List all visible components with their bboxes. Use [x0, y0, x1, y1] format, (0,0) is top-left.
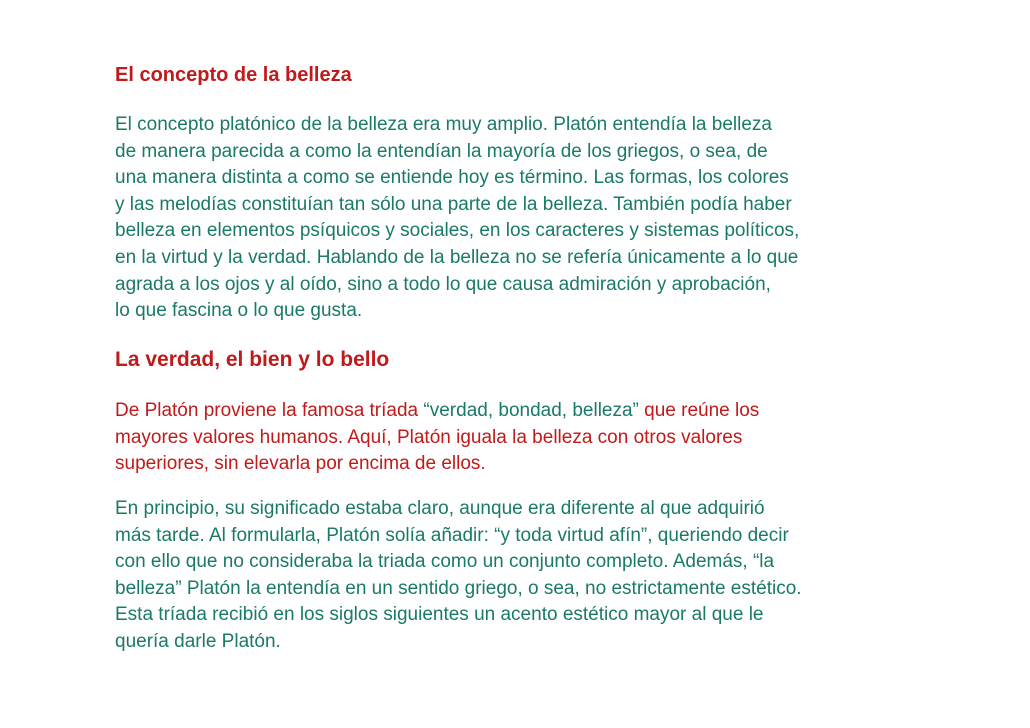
quote-fragment: “verdad, bondad, belleza” [423, 400, 639, 421]
section-title-verdad: La verdad, el bien y lo bello [115, 348, 390, 371]
text-line: En principio, su significado estaba claro, aunque era diferente al que adquirió [115, 498, 765, 519]
text-line: una manera distinta a como se entiende hoy es término. Las formas, los colores [115, 167, 789, 189]
text-line: lo que fascina o lo que gusta. [115, 300, 363, 322]
text-line: agrada a los ojos y al oído, sino a todo lo que causa admiración y aprobación, [115, 273, 771, 295]
paragraph-principio [115, 496, 802, 656]
paragraph-concepto [115, 112, 799, 325]
text-line: mayores valores humanos. Aquí, Platón iguala la belleza con otros valores [115, 426, 743, 448]
text-line: y las melodías constituían tan sólo una parte de la belleza. También podía haber [115, 193, 792, 215]
text-line: El concepto platónico de la belleza era muy amplio. Platón entendía la belleza [115, 114, 772, 135]
text-line: más tarde. Al formularla, Platón solía añadir: “y toda virtud afín”, queriendo decir [115, 524, 789, 546]
section-title-concepto: El concepto de la belleza [115, 64, 352, 86]
text-line: con ello que no consideraba la triada como un conjunto completo. Además, “la [115, 551, 775, 573]
text-line: Esta tríada recibió en los siglos siguientes un acento estético mayor al que le [115, 604, 764, 626]
text-fragment: De Platón proviene la famosa tríada [115, 400, 424, 421]
text-line: de manera parecida a como la entendían la mayoría de los griegos, o sea, de [115, 140, 768, 162]
text-line: superiores, sin elevarla por encima de ellos. [115, 453, 486, 475]
text-fragment: que reúne los [638, 400, 760, 421]
text-line: quería darle Platón. [115, 630, 281, 652]
text-line [115, 398, 759, 425]
paragraph-triada [115, 398, 759, 478]
text-line: belleza” Platón la entendía en un sentido griego, o sea, no estrictamente estético. [115, 577, 802, 599]
text-line: belleza en elementos psíquicos y sociales, en los caracteres y sistemas políticos, [115, 220, 800, 242]
text-line: en la virtud y la verdad. Hablando de la belleza no se refería únicamente a lo que [115, 246, 799, 268]
